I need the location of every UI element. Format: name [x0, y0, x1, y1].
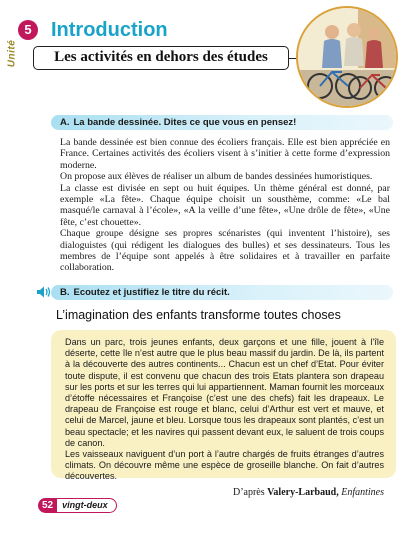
unit-label: Unité	[6, 39, 18, 68]
exercise-b-letter: B.	[60, 287, 70, 298]
credit-prefix: D’après	[232, 486, 265, 498]
credit-author: Valery-Larbaud,	[267, 486, 339, 498]
credit-work: Enfantines	[341, 486, 384, 498]
story-credit	[65, 487, 384, 498]
story-paragraph: Les vaisseaux naviguent d’un port à l’autre chargés de fruits étranges d’autres climats. On découvre même une espèce de groseille blanche. On fait d’autres découvertes.	[65, 449, 384, 482]
unit-tag	[6, 20, 36, 78]
exercise-b-instruction: Ecoutez et justifiez le titre du récit.	[73, 287, 230, 298]
exercise-a-letter: A.	[60, 117, 70, 128]
exercise-a-paragraph: Chaque groupe désigne ses propres scénaristes (qui inventent l’histoire), ses dialoguistes (qui rédigent les dialogues des bulles) et ses dessinateurs. Tous les membres de l’équipe sont appelés à être solidaires et à travailler en parfaite collaboration.	[60, 228, 390, 274]
story-paragraph: Dans un parc, trois jeunes enfants, deux garçons et une fille, jouent à l’île déserte, cette île n’est autre que le plus beau massif du jardin. De là, ils partent à la découverte des autres continents... Chacun est un chef d’Etat. Pour éviter toute dispute, il est convenu que chacun des trois Etats plantera son drapeau sur les ports et sur les terres qui lui appartiennent. Maman fournit les morceaux d’étoffe nécessaires et Françoise (c’est une des chefs) fait les drapeaux. Le drapeau de Françoise est rouge et blanc, celui d’Arthur est vert et mauve, et celui de Marcel, jaune et bleu. Lorsque tous les drapeaux sont plantés, c’est un beau spectacle; et les navires qui passent devant eux, le saluent de trois coups de canon.	[65, 337, 384, 448]
section-title: Introduction	[51, 19, 168, 41]
exercise-a-paragraph: La bande dessinée est bien connue des écoliers français. Elle est bien appréciée en France. Certaines activités des écoliers visent à s’initier à cette forme d’expression moderne.	[60, 137, 390, 171]
exercise-a-instruction: La bande dessinée. Dites ce que vous en pensez!	[73, 117, 297, 128]
story-title: L’imagination des enfants transforme toutes choses	[56, 308, 341, 322]
story-box	[51, 330, 396, 498]
exercise-a-paragraph: La classe est divisée en sept ou huit équipes. Un thème général est donné, par exemple «La fête». Chaque équipe choisit un sousthème, comme: «Le bal masqué/le carnaval à l’école», «A la veille d’une fête», «Une drôle de fête», «Une fête, c’est chouette».	[60, 182, 390, 228]
exercise-a-paragraph: On propose aux élèves de réaliser un album de bandes dessinées humoristiques.	[60, 171, 373, 183]
page-number-digits: 52	[38, 498, 57, 513]
exercise-a-heading	[60, 117, 296, 128]
unit-number-badge: 5	[18, 20, 38, 40]
exercise-b-heading	[60, 287, 230, 298]
exercise-a-text	[60, 137, 390, 274]
children-bicycles-illustration	[296, 6, 398, 108]
audio-speaker-icon[interactable]	[36, 285, 52, 299]
page-number-word: vingt-deux	[57, 498, 117, 513]
illustration-drawing	[298, 8, 398, 108]
page-number	[38, 497, 117, 513]
lesson-title: Les activités en dehors des études	[33, 46, 289, 70]
